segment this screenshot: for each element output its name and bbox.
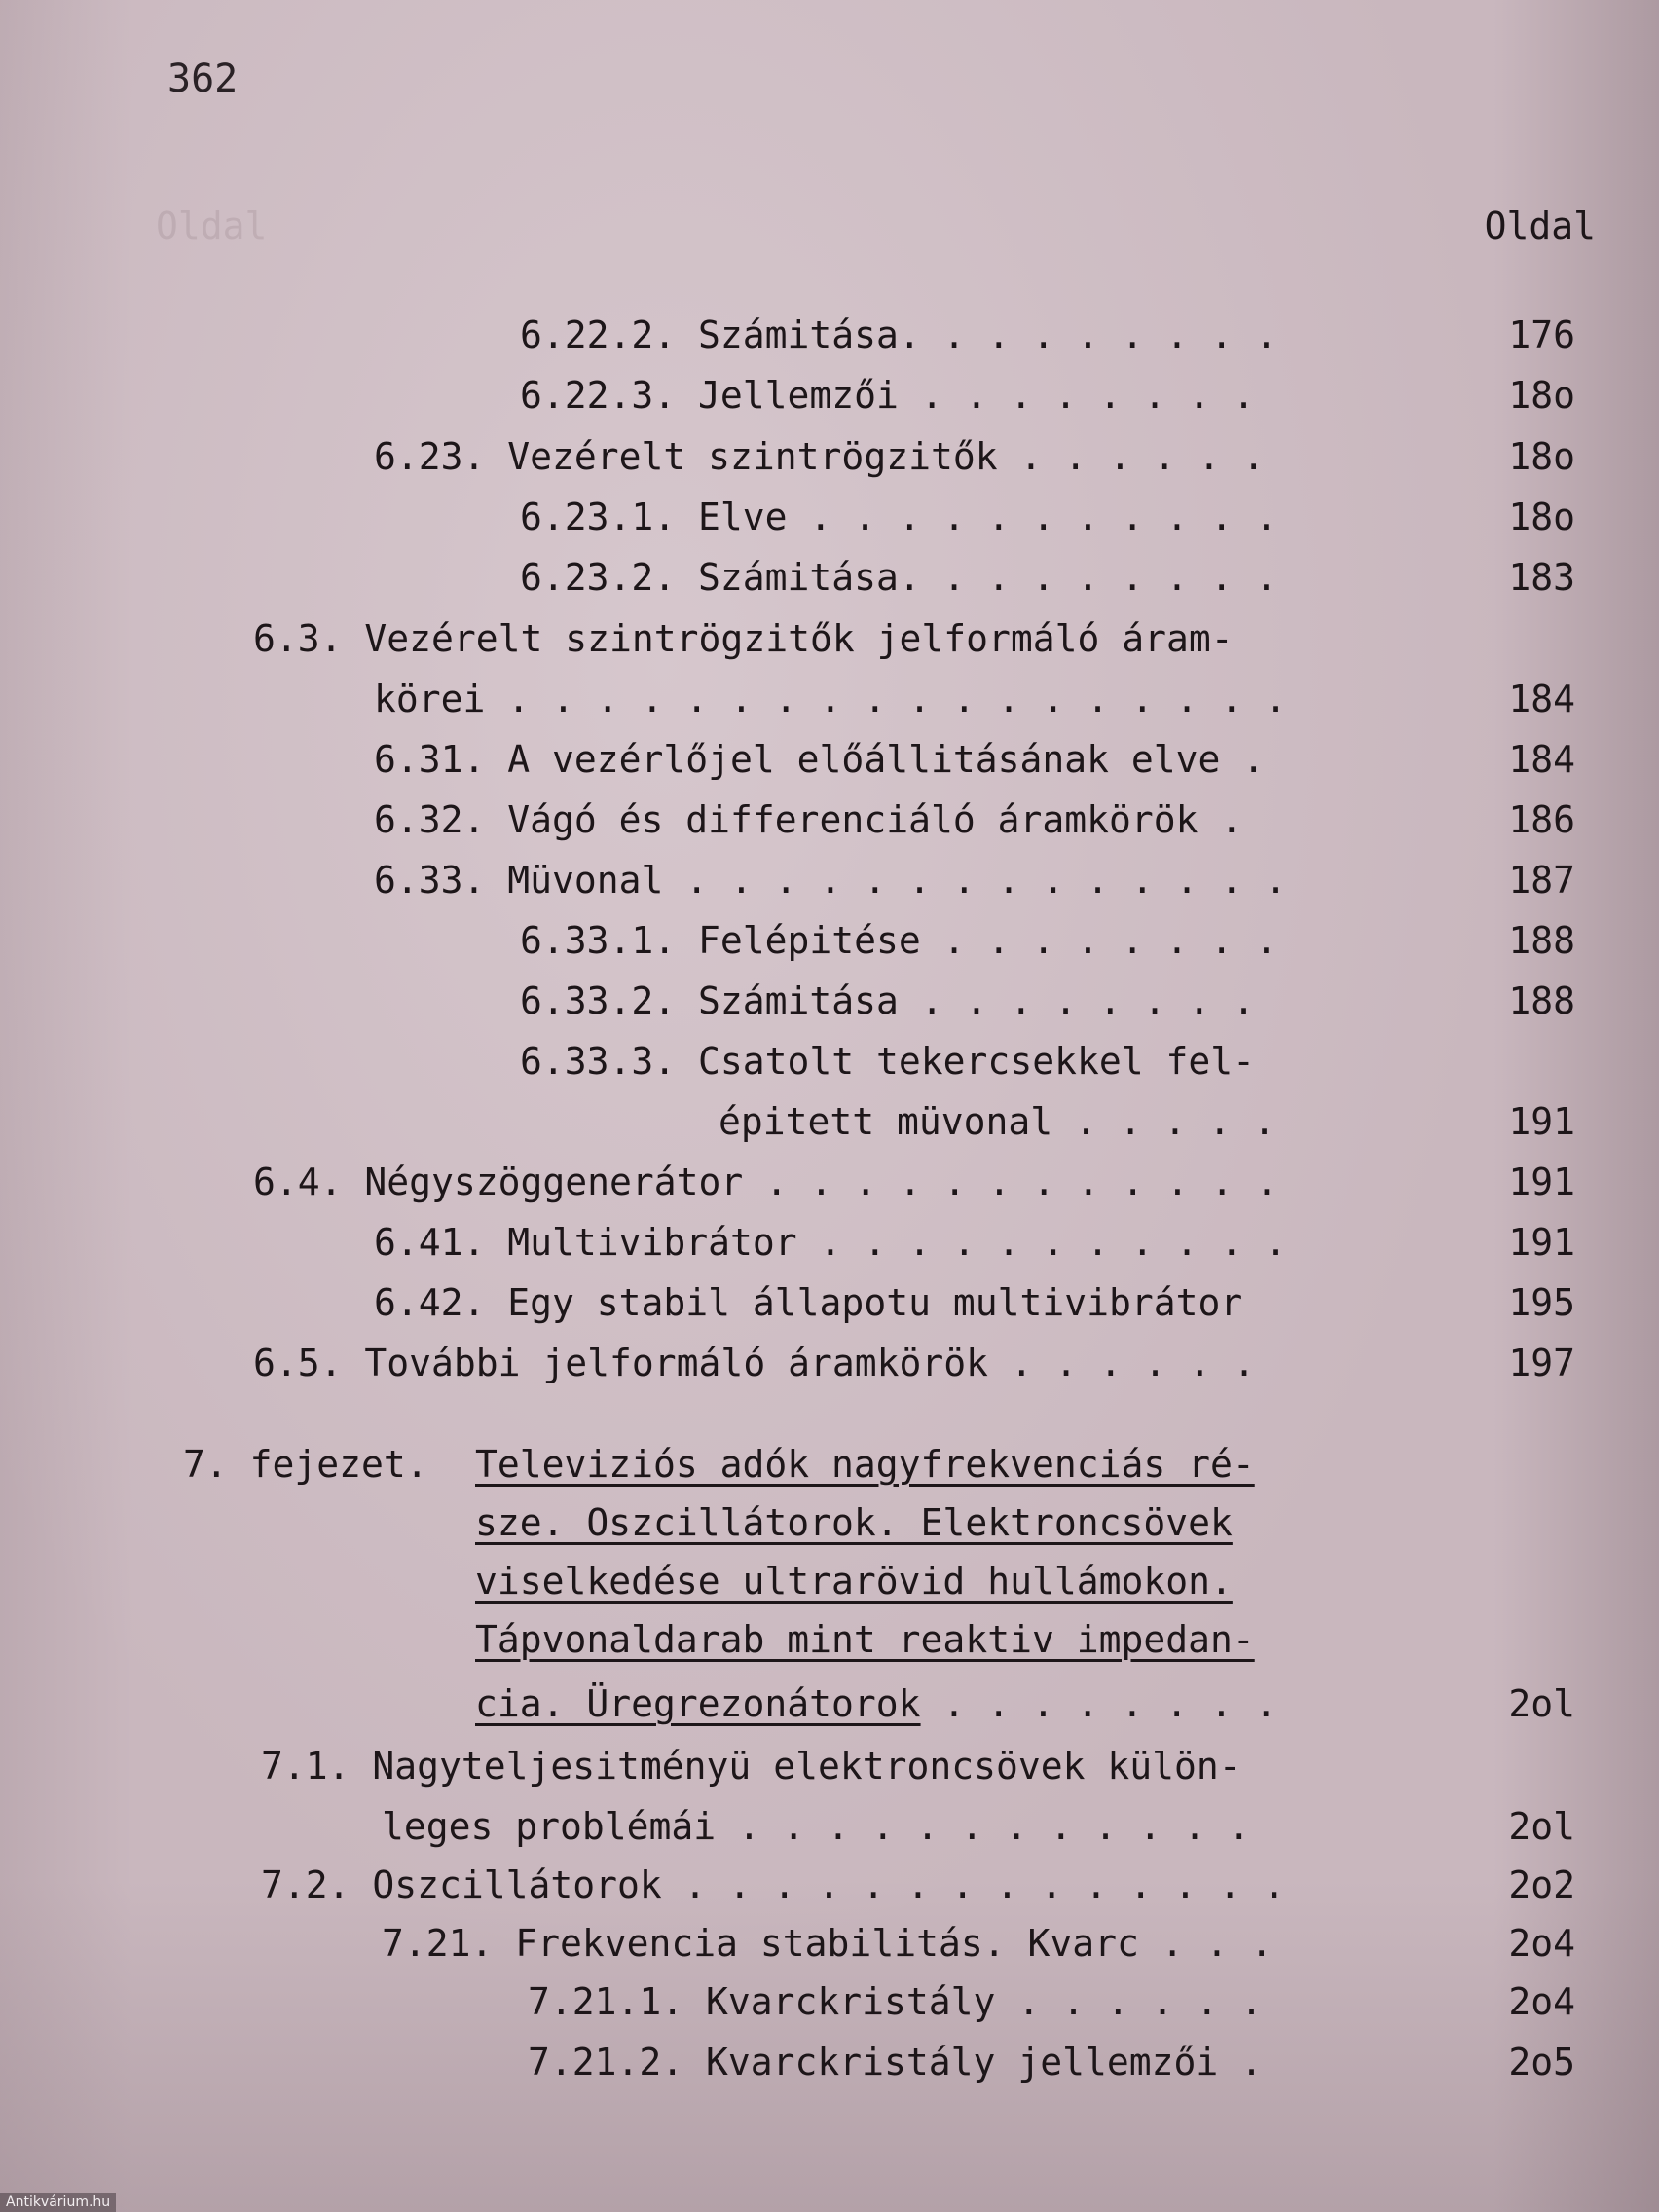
toc-entry-6-3-line1: 6.3. Vezérelt szintrögzitők jelformáló áram- xyxy=(253,617,1234,660)
toc-entry-6-33-3-line2: épitett müvonal . . . . . xyxy=(719,1100,1275,1143)
toc-entry-7-1-line2: leges problémái . . . . . . . . . . . . xyxy=(382,1805,1251,1848)
toc-page-chapter-7: 2ol xyxy=(1508,1682,1575,1725)
page-number: 362 xyxy=(167,56,239,101)
toc-page-6-22-2: 176 xyxy=(1508,313,1575,356)
toc-page-6-32: 186 xyxy=(1508,798,1575,841)
toc-page-7-21-2: 2o5 xyxy=(1508,2041,1575,2083)
toc-entry-6-33: 6.33. Müvonal . . . . . . . . . . . . . . xyxy=(374,859,1287,902)
toc-page-6-23-1: 18o xyxy=(1508,496,1575,538)
toc-entry-7-1-line1: 7.1. Nagyteljesitményü elektroncsövek külön- xyxy=(261,1745,1241,1788)
toc-entry-6-33-3-line1: 6.33.3. Csatolt tekercsekkel fel- xyxy=(520,1040,1255,1083)
toc-page-6-31: 184 xyxy=(1508,738,1575,781)
toc-entry-7-21-1: 7.21.1. Kvarckristály . . . . . . xyxy=(528,1980,1263,2023)
toc-entry-6-3-line2: körei . . . . . . . . . . . . . . . . . . xyxy=(374,678,1287,720)
toc-entry-6-33-1: 6.33.1. Felépitése . . . . . . . . xyxy=(520,919,1277,962)
toc-page-7-2: 2o2 xyxy=(1508,1863,1575,1906)
toc-page-6-23-2: 183 xyxy=(1508,556,1575,599)
bleed-through-text: Oldal xyxy=(156,204,268,247)
toc-entry-6-41: 6.41. Multivibrátor . . . . . . . . . . . xyxy=(374,1221,1287,1264)
toc-entry-6-32: 6.32. Vágó és differenciáló áramkörök . xyxy=(374,798,1243,841)
toc-entry-6-23: 6.23. Vezérelt szintrögzitők . . . . . . xyxy=(374,435,1266,478)
toc-page-6-3: 184 xyxy=(1508,678,1575,720)
toc-entry-6-31: 6.31. A vezérlőjel előállitásának elve . xyxy=(374,738,1266,781)
toc-page-6-33-3: 191 xyxy=(1508,1100,1575,1143)
toc-page-6-22-3: 18o xyxy=(1508,374,1575,417)
toc-entry-6-5: 6.5. További jelformáló áramkörök . . . . . . xyxy=(253,1342,1256,1384)
column-header-oldal: Oldal xyxy=(1484,204,1596,247)
toc-entry-7-2: 7.2. Oszcillátorok . . . . . . . . . . . . . . xyxy=(261,1863,1286,1906)
toc-page-6-5: 197 xyxy=(1508,1342,1575,1384)
toc-page-6-33-1: 188 xyxy=(1508,919,1575,962)
toc-page-6-41: 191 xyxy=(1508,1221,1575,1264)
toc-page-7-21: 2o4 xyxy=(1508,1922,1575,1965)
chapter-7-title-line1: Televiziós adók nagyfrekvenciás ré- xyxy=(475,1443,1255,1486)
toc-entry-6-23-2: 6.23.2. Számitása. . . . . . . . . xyxy=(520,556,1277,599)
chapter-7-label: 7. fejezet. xyxy=(183,1443,428,1486)
toc-page-6-33-2: 188 xyxy=(1508,979,1575,1022)
chapter-7-title-line5: cia. Üregrezonátorok xyxy=(475,1682,921,1725)
chapter-7-title-line5-wrap xyxy=(475,1682,1277,1725)
chapter-7-title-line3: viselkedése ultrarövid hullámokon. xyxy=(475,1560,1233,1603)
watermark-logo: Antikvárium.hu xyxy=(0,2193,116,2212)
toc-page-6-42: 195 xyxy=(1508,1281,1575,1324)
toc-entry-6-4: 6.4. Négyszöggenerátor . . . . . . . . . . . . xyxy=(253,1161,1278,1203)
toc-page-7-1: 2ol xyxy=(1508,1805,1575,1848)
toc-entry-7-21-2: 7.21.2. Kvarckristály jellemzői . xyxy=(528,2041,1263,2083)
toc-entry-6-22-3: 6.22.3. Jellemzői . . . . . . . . xyxy=(520,374,1255,417)
toc-entry-6-33-2: 6.33.2. Számitása . . . . . . . . xyxy=(520,979,1255,1022)
toc-page-6-4: 191 xyxy=(1508,1161,1575,1203)
toc-page-6-23: 18o xyxy=(1508,435,1575,478)
toc-page-7-21-1: 2o4 xyxy=(1508,1980,1575,2023)
chapter-7-title-leader: . . . . . . . . xyxy=(920,1682,1277,1725)
toc-entry-6-23-1: 6.23.1. Elve . . . . . . . . . . . xyxy=(520,496,1277,538)
toc-entry-6-42: 6.42. Egy stabil állapotu multivibrátor xyxy=(374,1281,1243,1324)
toc-entry-7-21: 7.21. Frekvencia stabilitás. Kvarc . . . xyxy=(382,1922,1273,1965)
toc-entry-6-22-2: 6.22.2. Számitása. . . . . . . . . xyxy=(520,313,1277,356)
toc-page-6-33: 187 xyxy=(1508,859,1575,902)
chapter-7-title-line4: Tápvonaldarab mint reaktiv impedan- xyxy=(475,1618,1255,1661)
chapter-7-title-line2: sze. Oszcillátorok. Elektroncsövek xyxy=(475,1501,1233,1544)
